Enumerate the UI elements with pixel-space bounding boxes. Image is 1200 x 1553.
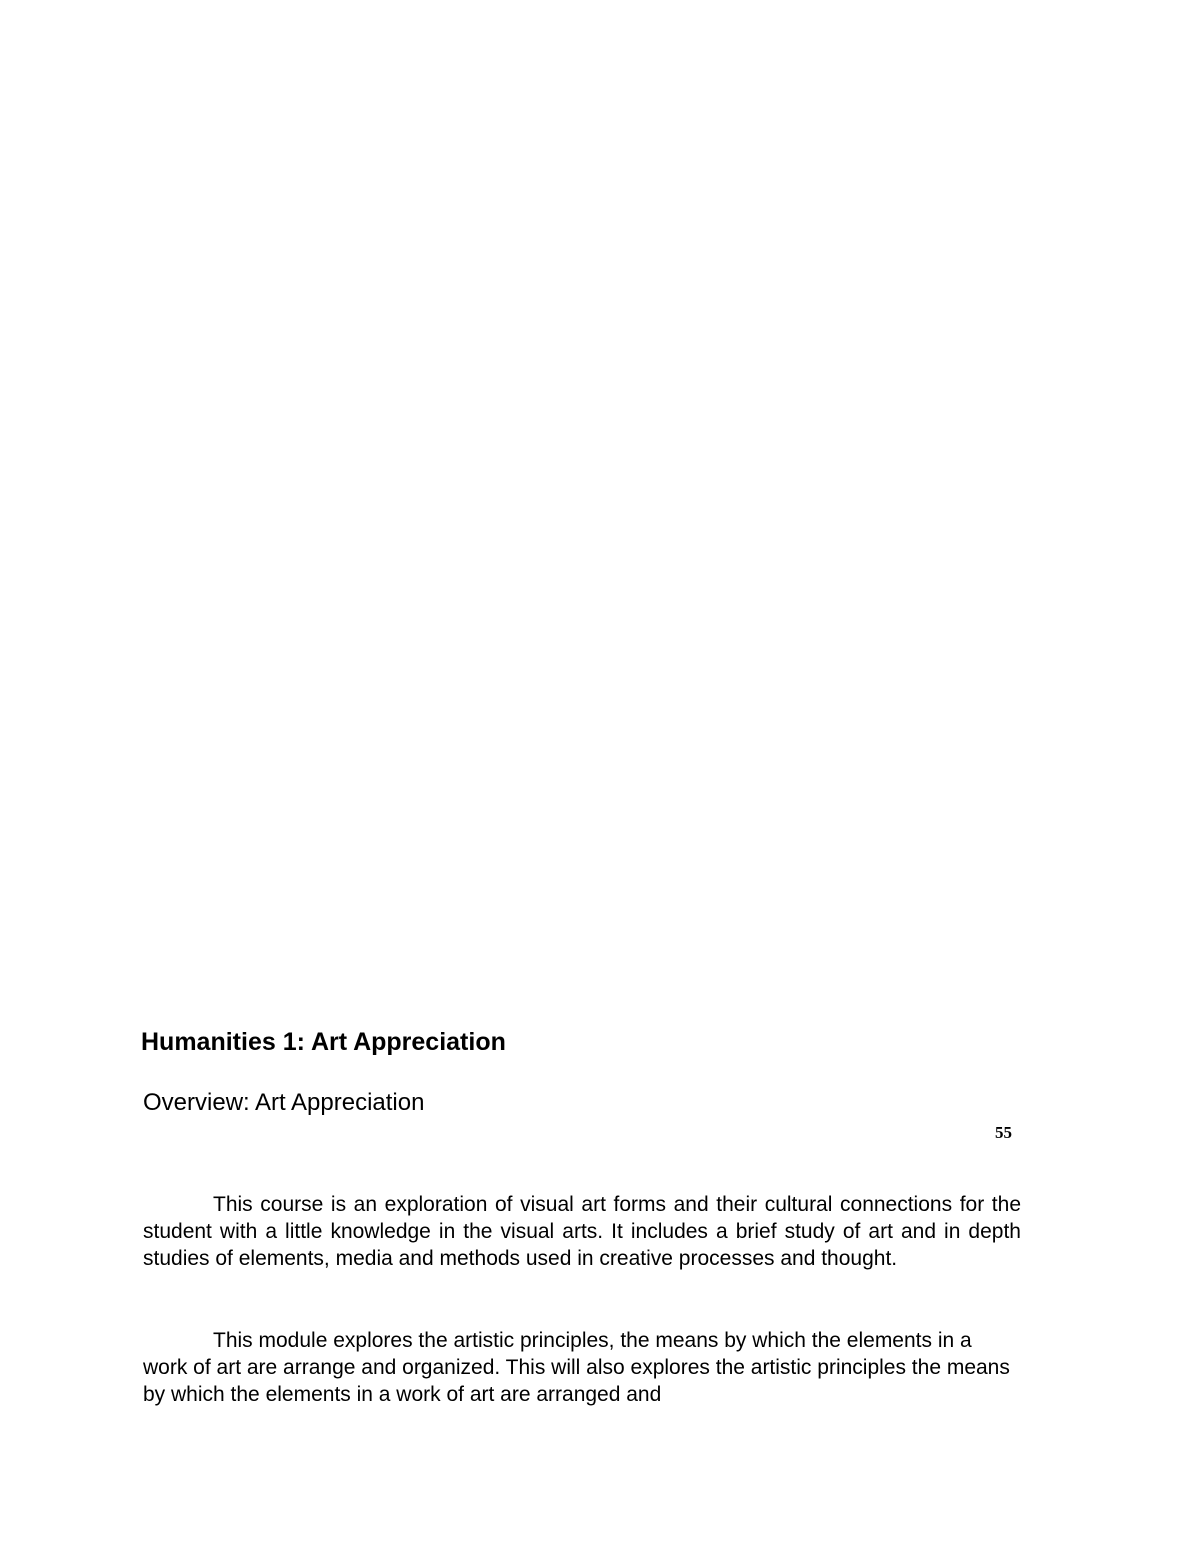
module-description-paragraph: This module explores the artistic principles, the means by which the elements in a work of art are arrange and organized. This will also explores the artistic principles the means by which the elements in a work of art are arranged and: [143, 1329, 1010, 1406]
section-heading: Overview: Art Appreciation: [143, 1089, 425, 1116]
document-title: Humanities 1: Art Appreciation: [141, 1028, 506, 1056]
course-description-paragraph: This course is an exploration of visual art forms and their cultural connections for the student with a little knowledge in the visual arts. It includes a brief study of art and in depth studies of elements, media and methods used in creative processes and thought.: [143, 1193, 1021, 1270]
page-number: 55: [995, 1123, 1012, 1142]
